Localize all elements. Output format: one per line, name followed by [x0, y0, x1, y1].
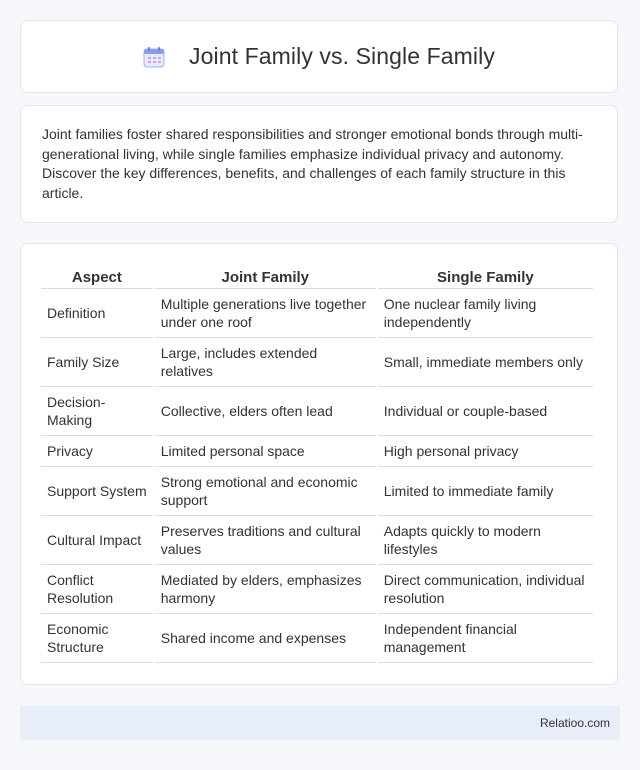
cell-joint: Limited personal space	[155, 436, 376, 467]
table-row	[41, 289, 593, 338]
title-card	[20, 20, 618, 93]
table-row	[41, 565, 593, 614]
cell-joint: Strong emotional and economic support	[155, 467, 376, 516]
footer-bar	[20, 706, 620, 740]
table-row	[41, 516, 593, 565]
cell-single: Adapts quickly to modern lifestyles	[378, 516, 593, 565]
cell-joint: Mediated by elders, emphasizes harmony	[155, 565, 376, 614]
cell-single: Direct communication, individual resolution	[378, 565, 593, 614]
cell-aspect: Cultural Impact	[41, 516, 153, 565]
footer-brand[interactable]: Relatioo.com	[539, 716, 610, 730]
cell-aspect: Support System	[41, 467, 153, 516]
intro-card	[20, 105, 618, 223]
cell-aspect: Conflict Resolution	[41, 565, 153, 614]
cell-aspect: Decision-Making	[41, 387, 153, 436]
cell-aspect: Privacy	[41, 436, 153, 467]
cell-single: Limited to immediate family	[378, 467, 593, 516]
comparison-table	[39, 266, 595, 663]
table-row	[41, 614, 593, 663]
cell-joint: Collective, elders often lead	[155, 387, 376, 436]
header-aspect: Aspect	[41, 266, 153, 289]
table-row	[41, 436, 593, 467]
table-row	[41, 467, 593, 516]
header-joint-family: Joint Family	[155, 266, 376, 289]
cell-single: High personal privacy	[378, 436, 593, 467]
header-single-family: Single Family	[378, 266, 593, 289]
table-row	[41, 387, 593, 436]
cell-joint: Multiple generations live together under one roof	[155, 289, 376, 338]
intro-text: Joint families foster shared responsibilities and stronger emotional bonds through multi-generational living, while single families emphasize individual privacy and autonomy. Discover the key differences, benefits, and challenges of each family structure in this article.	[42, 126, 583, 201]
cell-single: Small, immediate members only	[378, 338, 593, 387]
cell-single: Independent financial management	[378, 614, 593, 663]
table-header-row	[41, 266, 593, 289]
cell-joint: Shared income and expenses	[155, 614, 376, 663]
comparison-table-card	[20, 243, 618, 685]
cell-joint: Large, includes extended relatives	[155, 338, 376, 387]
cell-joint: Preserves traditions and cultural values	[155, 516, 376, 565]
cell-single: One nuclear family living independently	[378, 289, 593, 338]
cell-single: Individual or couple-based	[378, 387, 593, 436]
table-row	[41, 338, 593, 387]
cell-aspect: Family Size	[41, 338, 153, 387]
calendar-icon	[143, 46, 165, 68]
cell-aspect: Economic Structure	[41, 614, 153, 663]
page-title: Joint Family vs. Single Family	[189, 43, 495, 69]
cell-aspect: Definition	[41, 289, 153, 338]
